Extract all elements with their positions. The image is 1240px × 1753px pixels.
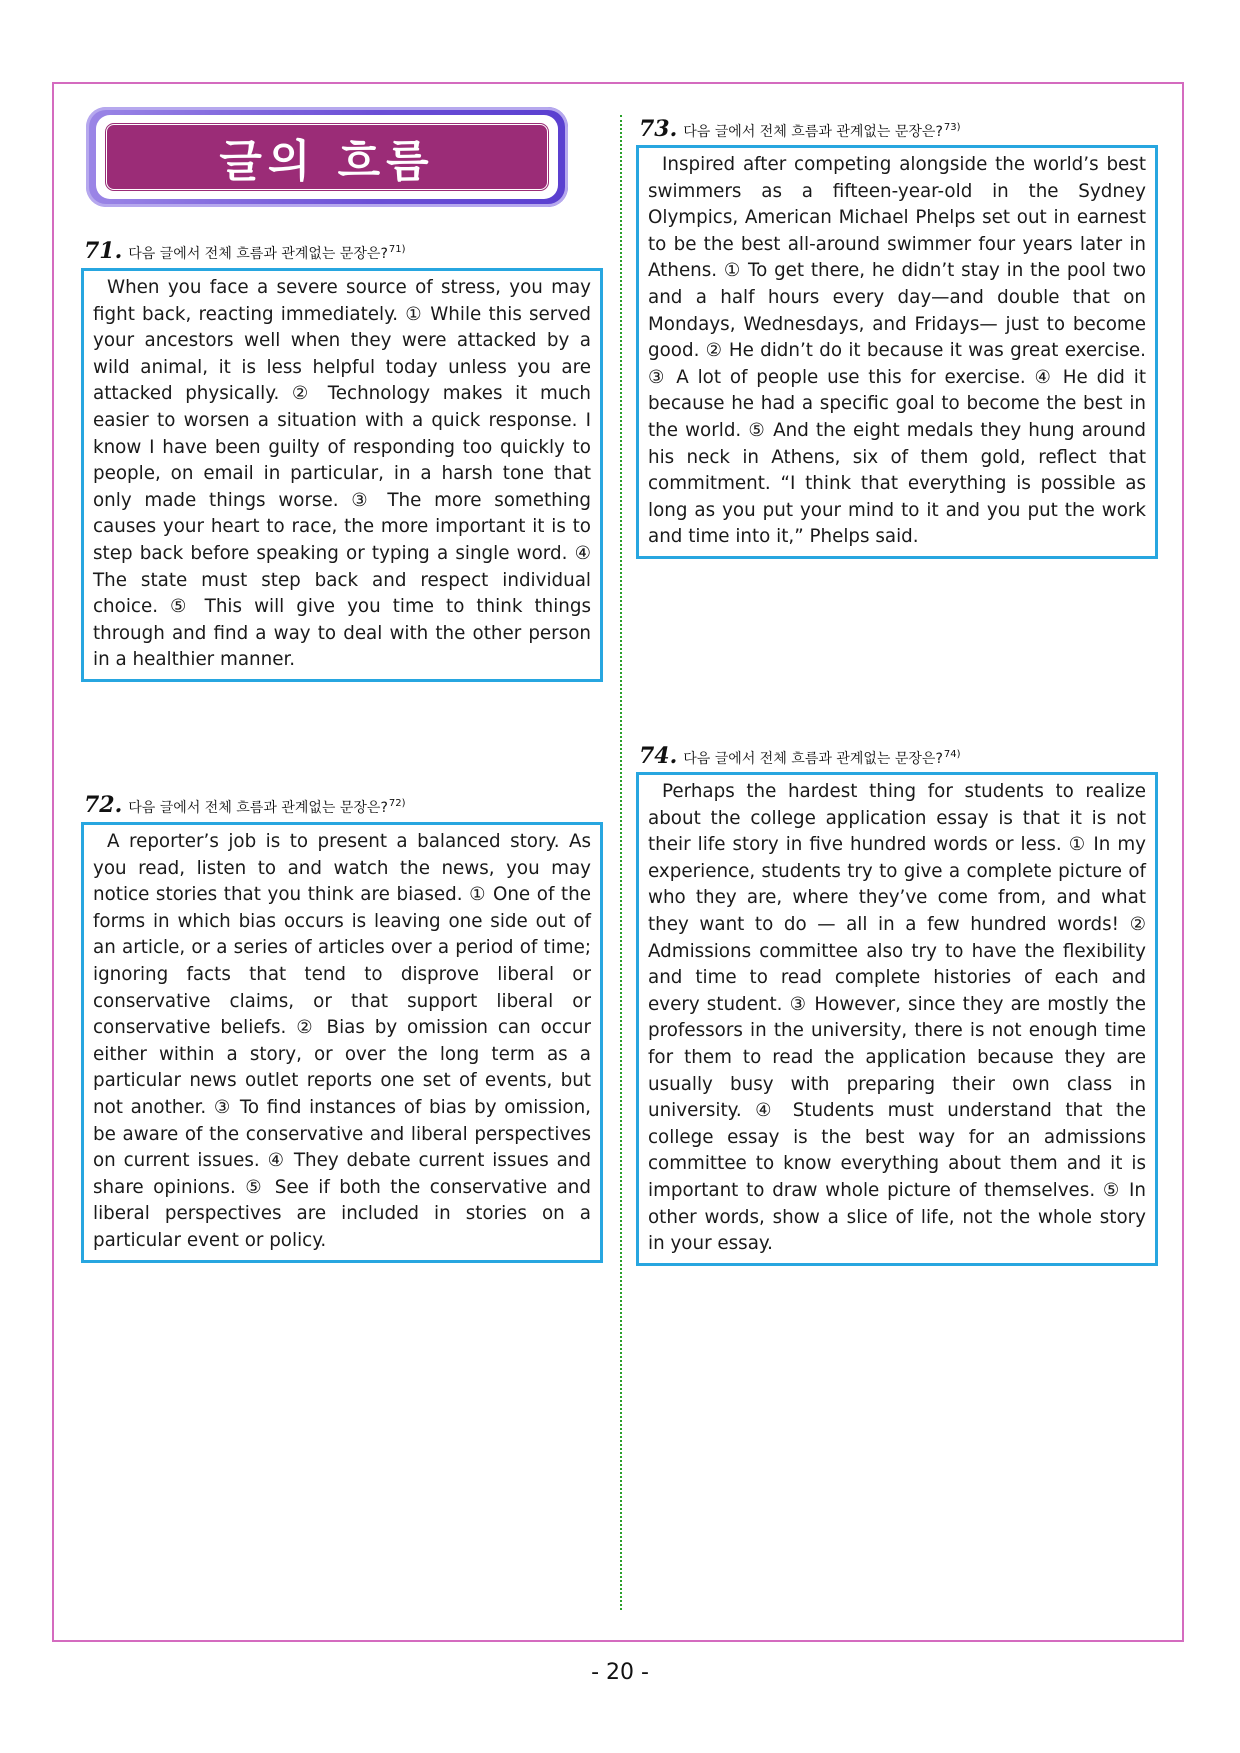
question-number: 71. <box>84 238 123 264</box>
section-title-banner <box>86 107 568 207</box>
question-number: 74. <box>639 743 678 769</box>
column-divider <box>620 115 622 1610</box>
question-73-header <box>639 116 961 142</box>
banner-inner <box>104 122 550 192</box>
question-72-header <box>84 792 406 818</box>
question-74-passage-box <box>636 772 1158 1266</box>
question-prompt: 다음 글에서 전체 흐름과 관계없는 문장은? <box>683 124 943 140</box>
question-prompt: 다음 글에서 전체 흐름과 관계없는 문장은? <box>128 246 388 262</box>
question-prompt: 다음 글에서 전체 흐름과 관계없는 문장은? <box>683 751 943 767</box>
question-prompt: 다음 글에서 전체 흐름과 관계없는 문장은? <box>128 800 388 816</box>
question-footnote: 73) <box>943 122 961 133</box>
question-71-passage-box <box>81 268 603 682</box>
question-74-header <box>639 743 961 769</box>
page-number: - 20 - <box>591 1660 649 1685</box>
passage-text: When you face a severe source of stress, you may fight back, reacting immediately. ① While this served your ancestors well when they were attacked by a wild animal, it is less helpful today unless you are attacked physically. ② Technology makes it much easier to worsen a situation with a quick response. I know I have been guilty of responding too quickly to people, on email in particular, in a harsh tone that only made things worse. ③ The more something causes your heart to race, the more important it is to step back before speaking or typing a single word. ④ The state must step back and respect individual choice. ⑤ This will give you time to think things through and find a way to deal with the other person in a healthier manner. <box>93 277 591 671</box>
question-73-passage-box <box>636 145 1158 559</box>
question-footnote: 74) <box>943 749 961 760</box>
question-72-passage-box <box>81 822 603 1263</box>
passage-text: Perhaps the hardest thing for students to realize about the college application essay is that it is not their life story in five hundred words or less. ① In my experience, students try to give a complete picture of who they are, where they’ve come from, and what they want to do — all in a few hundred words! ② Admissions committee also try to have the flexibility and time to read complete histories of each and every student. ③ However, since they are mostly the professors in the university, there is not enough time for them to read the application because they are usually busy with preparing their own class in university. ④ Students must understand that the college essay is the best way for an admissions committee to know everything about them and it is important to draw whole picture of themselves. ⑤ In other words, show a slice of life, not the whole story in your essay. <box>648 781 1146 1255</box>
question-footnote: 71) <box>388 244 406 255</box>
passage-text: A reporter’s job is to present a balanced story. As you read, listen to and watch the news, you may notice stories that you think are biased. ① One of the forms in which bias occurs is leaving one side out of an article, or a series of articles over a period of time; ignoring facts that tend to disprove liberal or conservative claims, or that support liberal or conservative beliefs. ② Bias by omission can occur either within a story, or over the long term as a particular news outlet reports one set of events, but not another. ③ To find instances of bias by omission, be aware of the conservative and liberal perspectives on current issues. ④ They debate current issues and share opinions. ⑤ See if both the conservative and liberal perspectives are included in stories on a particular event or policy. <box>93 831 591 1251</box>
passage-text: Inspired after competing alongside the world’s best swimmers as a fifteen-year-old in the Sydney Olympics, American Michael Phelps set out in earnest to be the best all-around swimmer four years later in Athens. ① To get there, he didn’t stay in the pool two and a half hours every day—and double that on Mondays, Wednesdays, and Fridays— just to become good. ② He didn’t do it because it was great exercise. ③ A lot of people use this for exercise. ④ He did it because he had a specific goal to become the best in the world. ⑤ And the eight medals they hung around his neck in Athens, six of them gold, reflect that commitment. “I think that everything is possible as long as you put your mind to it and you put the work and time into it,” Phelps said. <box>648 154 1146 548</box>
question-71-header <box>84 238 406 264</box>
question-number: 73. <box>639 116 678 142</box>
question-footnote: 72) <box>388 798 406 809</box>
section-title: 글의 흐름 <box>219 136 435 187</box>
question-number: 72. <box>84 792 123 818</box>
banner-border <box>96 115 558 199</box>
